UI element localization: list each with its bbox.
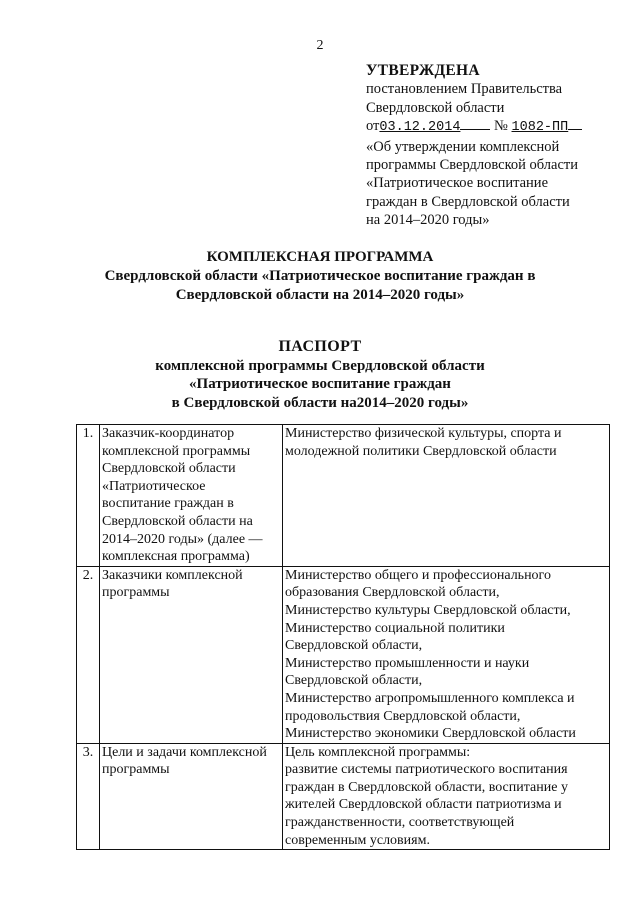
approval-date-line	[366, 117, 628, 137]
approval-line-1: постановлением Правительства	[366, 81, 563, 98]
passport-title	[60, 338, 580, 412]
table-row	[77, 425, 610, 567]
row-value: Цель комплексной программы: развитие системы патриотического воспитания граждан в Свердловской области, воспитание у жителей Свердловской области патриотизма и гражданственности, соответствующей современным условиям.	[283, 743, 610, 850]
program-title	[60, 248, 580, 305]
table-row	[77, 566, 610, 743]
table-row	[77, 743, 610, 850]
program-title-line-3: Свердловской области на 2014–2020 годы»	[175, 287, 465, 303]
approval-line-7: граждан в Свердловской области	[366, 193, 570, 210]
approval-line-2: Свердловской области	[366, 99, 505, 116]
approval-block	[366, 62, 628, 230]
approval-line-5: программы Свердловской области	[366, 157, 579, 174]
row-value: Министерство общего и профессионального образования Свердловской области, Министерство культуры Свердловской области, Министерство социальной политики Свердловской области, Министерство промышленности и науки Свердловской области, Министерство агропромышленного комплекса и продовольствия Свердловской области, Министерство экономики Свердловской области	[283, 566, 610, 743]
approval-line-8: на 2014–2020 годы»	[366, 212, 490, 229]
passport-table	[76, 424, 610, 850]
passport-title-line-4: в Свердловской области на2014–2020 годы»	[171, 394, 469, 411]
approval-line-4: «Об утверждении комплексной	[366, 138, 560, 155]
row-number: 2.	[77, 566, 100, 743]
passport-title-line-3: «Патриотическое воспитание граждан	[189, 376, 451, 392]
approval-number-prefix: №	[494, 118, 508, 135]
row-number: 3.	[77, 743, 100, 850]
approval-number-blank	[568, 117, 582, 130]
row-label: Заказчик-координатор комплексной программы Свердловской области «Патриотическое воспитание граждан в Свердловской области на 2014–2020 годы» (далее — комплексная программа)	[100, 425, 283, 567]
page-number: 2	[316, 38, 324, 53]
row-number: 1.	[77, 425, 100, 567]
approval-heading: УТВЕРЖДЕНА	[366, 62, 480, 79]
row-label: Цели и задачи комплексной программы	[100, 743, 283, 850]
row-value: Министерство физической культуры, спорта и молодежной политики Свердловской области	[283, 425, 610, 567]
passport-title-line-2: комплексной программы Свердловской области	[155, 357, 485, 374]
approval-date-blank	[460, 117, 490, 130]
approval-line-6: «Патриотическое воспитание	[366, 175, 549, 192]
passport-title-heading: ПАСПОРТ	[278, 338, 362, 355]
approval-date: 03.12.2014	[379, 120, 461, 136]
row-label: Заказчики комплексной программы	[100, 566, 283, 743]
program-title-line-2: Свердловской области «Патриотическое воспитание граждан в	[104, 268, 536, 284]
approval-date-prefix: от	[366, 118, 380, 135]
approval-number: 1082-ПП	[511, 120, 569, 136]
program-title-line-1: КОМПЛЕКСНАЯ ПРОГРАММА	[206, 249, 434, 265]
